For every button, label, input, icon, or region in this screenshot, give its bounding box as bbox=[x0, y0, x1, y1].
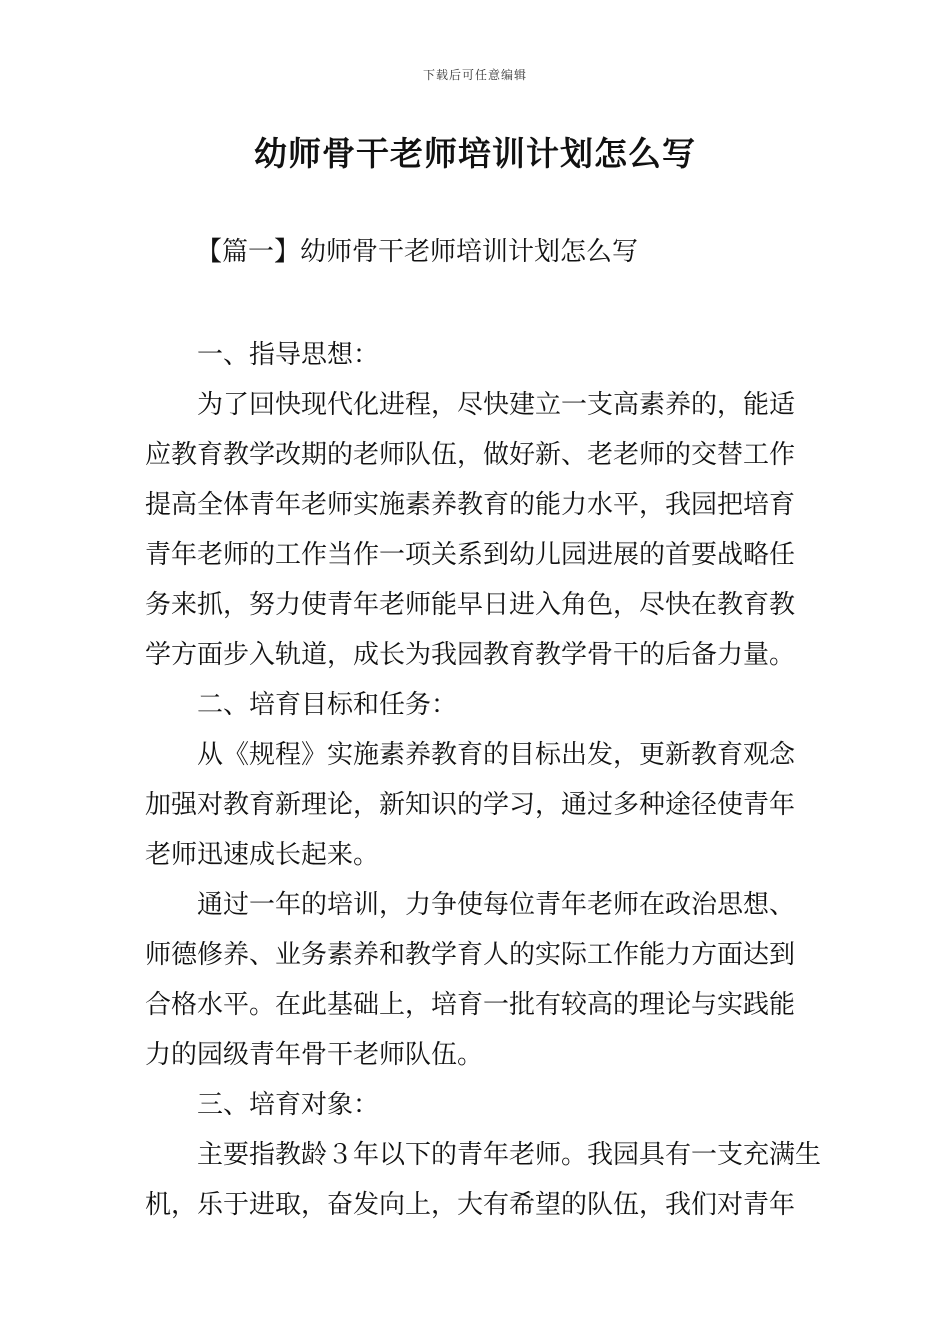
section-heading: 【篇一】幼师骨干老师培训计划怎么写 bbox=[196, 237, 639, 267]
paragraph-line: 师德修养、业务素养和教学育人的实际工作能力方面达到 bbox=[145, 940, 796, 970]
paragraph-line: 老师迅速成长起来。 bbox=[145, 840, 380, 870]
heading-guiding-ideology: 一、指导思想： bbox=[197, 340, 380, 370]
header-note: 下载后可任意编辑 bbox=[422, 68, 527, 82]
paragraph-line: 提高全体青年老师实施素养教育的能力水平，我园把培育 bbox=[145, 490, 796, 520]
paragraph-line: 通过一年的培训，力争使每位青年老师在政治思想、 bbox=[197, 890, 796, 920]
paragraph-line: 应教育教学改期的老师队伍，做好新、老老师的交替工作 bbox=[145, 440, 796, 470]
paragraph-line: 力的园级青年骨干老师队伍。 bbox=[145, 1040, 484, 1070]
heading-goals-and-tasks: 二、培育目标和任务： bbox=[197, 690, 458, 720]
paragraph-line: 从《规程》实施素养教育的目标出发，更新教育观念 bbox=[197, 740, 796, 770]
paragraph-line: 加强对教育新理论，新知识的学习，通过多种途径使青年 bbox=[145, 790, 796, 820]
document-title: 幼师骨干老师培训计划怎么写 bbox=[254, 134, 696, 173]
paragraph-line: 为了回快现代化进程，尽快建立一支高素养的，能适 bbox=[197, 390, 796, 420]
paragraph-line: 主要指教龄３年以下的青年老师。我园具有一支充满生 bbox=[197, 1140, 822, 1170]
paragraph-line: 学方面步入轨道，成长为我园教育教学骨干的后备力量。 bbox=[145, 640, 796, 670]
document-body bbox=[145, 330, 822, 1230]
paragraph-line: 务来抓，努力使青年老师能早日进入角色，尽快在教育教 bbox=[145, 590, 796, 620]
paragraph-line: 机，乐于进取，奋发向上，大有希望的队伍，我们对青年 bbox=[145, 1190, 796, 1220]
paragraph-line: 青年老师的工作当作一项关系到幼儿园进展的首要战略任 bbox=[145, 540, 796, 570]
heading-training-targets: 三、培育对象： bbox=[197, 1090, 380, 1120]
paragraph-line: 合格水平。在此基础上，培育一批有较高的理论与实践能 bbox=[145, 990, 796, 1020]
